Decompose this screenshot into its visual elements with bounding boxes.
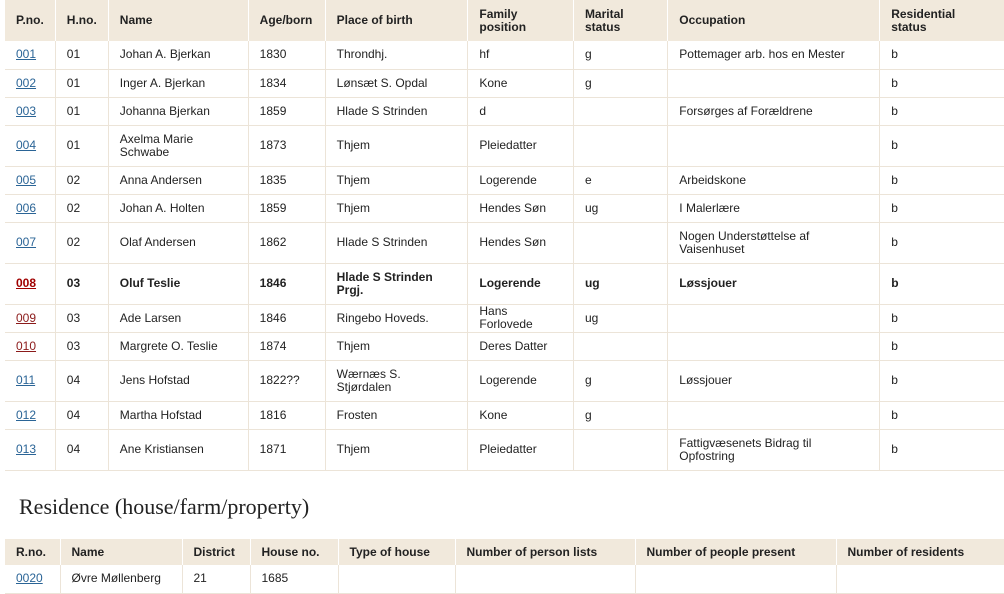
marital-status-cell: e — [573, 166, 667, 194]
occupation-cell — [668, 304, 880, 332]
marital-status-cell: g — [573, 401, 667, 429]
born-cell: 1859 — [248, 97, 325, 125]
residence-table-body — [5, 565, 1004, 593]
born-cell: 1871 — [248, 429, 325, 470]
occupation-cell: Løssjouer — [668, 263, 880, 304]
occupation-cell: Nogen Understøttelse af Vaisenhuset — [668, 222, 880, 263]
people-present-cell — [635, 565, 836, 593]
col-residents-header: Number of residents — [836, 539, 1004, 565]
name-cell: Anna Andersen — [108, 166, 248, 194]
occupation-cell — [668, 69, 880, 97]
place-cell: Thjem — [325, 332, 468, 360]
residential-status-cell: b — [880, 41, 1004, 69]
family-position-cell: Logerende — [468, 166, 574, 194]
name-cell: Inger A. Bjerkan — [108, 69, 248, 97]
born-cell: 1834 — [248, 69, 325, 97]
name-cell: Martha Hofstad — [108, 401, 248, 429]
col-place-header: Place of birth — [325, 0, 468, 41]
family-position-cell: hf — [468, 41, 574, 69]
family-position-cell: Logerende — [468, 360, 574, 401]
name-cell: Ane Kristiansen — [108, 429, 248, 470]
name-cell: Axelma Marie Schwabe — [108, 125, 248, 166]
occupation-cell: Fattigvæsenets Bidrag til Opfostring — [668, 429, 880, 470]
person-row — [5, 222, 1004, 263]
col-person-lists-header: Number of person lists — [455, 539, 635, 565]
residence-link[interactable]: 0020 — [16, 571, 43, 586]
place-cell: Wærnæs S. Stjørdalen — [325, 360, 468, 401]
hno-cell: 02 — [55, 222, 108, 263]
person-link[interactable]: 001 — [16, 47, 37, 62]
person-table-body — [5, 41, 1004, 470]
col-district-header: District — [182, 539, 250, 565]
born-cell: 1835 — [248, 166, 325, 194]
residential-status-cell: b — [880, 263, 1004, 304]
pno-cell — [5, 360, 55, 401]
born-cell: 1846 — [248, 263, 325, 304]
col-hno-header: H.no. — [55, 0, 108, 41]
person-link[interactable]: 009 — [16, 310, 37, 325]
marital-status-cell — [573, 222, 667, 263]
person-row — [5, 360, 1004, 401]
pno-cell — [5, 222, 55, 263]
place-cell: Frosten — [325, 401, 468, 429]
hno-cell: 01 — [55, 97, 108, 125]
col-house-type-header: Type of house — [338, 539, 455, 565]
family-position-cell: Hendes Søn — [468, 222, 574, 263]
occupation-cell: Forsørges af Forældrene — [668, 97, 880, 125]
born-cell: 1816 — [248, 401, 325, 429]
person-table — [5, 0, 1004, 471]
hno-cell: 02 — [55, 166, 108, 194]
person-row — [5, 304, 1004, 332]
born-cell: 1862 — [248, 222, 325, 263]
marital-status-cell: ug — [573, 194, 667, 222]
hno-cell: 03 — [55, 332, 108, 360]
person-link[interactable]: 011 — [16, 373, 36, 387]
hno-cell: 01 — [55, 41, 108, 69]
residential-status-cell: b — [880, 222, 1004, 263]
pno-cell — [5, 429, 55, 470]
person-row — [5, 166, 1004, 194]
pno-cell — [5, 41, 55, 69]
col-occupation-header: Occupation — [668, 0, 880, 41]
col-res-name-header: Name — [60, 539, 182, 565]
name-cell: Johan A. Holten — [108, 194, 248, 222]
person-row — [5, 429, 1004, 470]
born-cell: 1873 — [248, 125, 325, 166]
place-cell: Hlade S Strinden — [325, 97, 468, 125]
occupation-cell: Arbeidskone — [668, 166, 880, 194]
hno-cell: 04 — [55, 429, 108, 470]
occupation-cell: Løssjouer — [668, 360, 880, 401]
name-cell: Johan A. Bjerkan — [108, 41, 248, 69]
name-cell: Olaf Andersen — [108, 222, 248, 263]
place-cell: Thjem — [325, 194, 468, 222]
person-link[interactable]: 010 — [16, 338, 37, 353]
name-cell: Margrete O. Teslie — [108, 332, 248, 360]
pno-cell — [5, 194, 55, 222]
family-position-cell: Pleiedatter — [468, 125, 574, 166]
person-link[interactable]: 003 — [16, 103, 37, 118]
occupation-cell — [668, 401, 880, 429]
residential-status-cell: b — [880, 304, 1004, 332]
person-link[interactable]: 006 — [16, 200, 37, 215]
hno-cell: 04 — [55, 401, 108, 429]
person-row — [5, 332, 1004, 360]
person-row — [5, 41, 1004, 69]
occupation-cell — [668, 332, 880, 360]
residential-status-cell: b — [880, 125, 1004, 166]
pno-cell — [5, 332, 55, 360]
hno-cell: 02 — [55, 194, 108, 222]
family-position-cell: Hendes Søn — [468, 194, 574, 222]
person-link[interactable]: 007 — [16, 235, 37, 249]
col-people-present-header: Number of people present — [635, 539, 836, 565]
residential-status-cell: b — [880, 69, 1004, 97]
col-family-header: Family position — [468, 0, 574, 41]
person-lists-cell — [455, 565, 635, 593]
person-row — [5, 401, 1004, 429]
marital-status-cell — [573, 429, 667, 470]
person-link[interactable]: 004 — [16, 138, 37, 152]
marital-status-cell: g — [573, 69, 667, 97]
residential-status-cell: b — [880, 429, 1004, 470]
place-cell: Hlade S Strinden — [325, 222, 468, 263]
hno-cell: 01 — [55, 125, 108, 166]
name-cell: Ade Larsen — [108, 304, 248, 332]
family-position-cell: d — [468, 97, 574, 125]
person-row — [5, 194, 1004, 222]
name-cell: Johanna Bjerkan — [108, 97, 248, 125]
place-cell: Hlade S Strinden Prgj. — [325, 263, 468, 304]
pno-cell — [5, 69, 55, 97]
hno-cell: 03 — [55, 263, 108, 304]
col-house-no-header: House no. — [250, 539, 338, 565]
person-link[interactable]: 005 — [16, 172, 37, 187]
person-row — [5, 125, 1004, 166]
pno-cell — [5, 263, 55, 304]
place-cell: Throndhj. — [325, 41, 468, 69]
marital-status-cell: ug — [573, 304, 667, 332]
person-table-header — [5, 0, 1004, 41]
hno-cell: 04 — [55, 360, 108, 401]
residents-cell — [836, 565, 1004, 593]
place-cell: Thjem — [325, 429, 468, 470]
family-position-cell: Kone — [468, 69, 574, 97]
hno-cell: 01 — [55, 69, 108, 97]
marital-status-cell: g — [573, 41, 667, 69]
place-cell: Thjem — [325, 125, 468, 166]
residential-status-cell: b — [880, 401, 1004, 429]
col-pno-header: P.no. — [5, 0, 55, 41]
pno-cell — [5, 401, 55, 429]
family-position-cell: Deres Datter — [468, 332, 574, 360]
residence-table-header — [5, 539, 1004, 565]
name-cell: Oluf Teslie — [108, 263, 248, 304]
residence-table — [5, 539, 1004, 594]
person-link[interactable]: 008 — [16, 276, 37, 290]
name-cell: Jens Hofstad — [108, 360, 248, 401]
place-cell: Thjem — [325, 166, 468, 194]
person-link[interactable]: 013 — [16, 442, 37, 456]
residential-status-cell: b — [880, 194, 1004, 222]
occupation-cell: I Malerlære — [668, 194, 880, 222]
pno-cell — [5, 304, 55, 332]
residence-heading: Residence (house/farm/property) — [19, 494, 310, 519]
residential-status-cell: b — [880, 166, 1004, 194]
pno-cell — [5, 97, 55, 125]
born-cell: 1846 — [248, 304, 325, 332]
family-position-cell: Logerende — [468, 263, 574, 304]
marital-status-cell: ug — [573, 263, 667, 304]
marital-status-cell — [573, 125, 667, 166]
pno-cell — [5, 166, 55, 194]
born-cell: 1874 — [248, 332, 325, 360]
person-row — [5, 97, 1004, 125]
place-cell: Lønsæt S. Opdal — [325, 69, 468, 97]
rno-cell — [5, 565, 60, 593]
marital-status-cell — [573, 332, 667, 360]
born-cell: 1830 — [248, 41, 325, 69]
residence-row — [5, 565, 1004, 593]
occupation-cell: Pottemager arb. hos en Mester — [668, 41, 880, 69]
hno-cell: 03 — [55, 304, 108, 332]
pno-cell — [5, 125, 55, 166]
born-cell: 1822?? — [248, 360, 325, 401]
born-cell: 1859 — [248, 194, 325, 222]
col-name-header: Name — [108, 0, 248, 41]
residential-status-cell: b — [880, 97, 1004, 125]
person-row — [5, 69, 1004, 97]
col-residential-header: Residential status — [880, 0, 1004, 41]
house-type-cell — [338, 565, 455, 593]
family-position-cell: Hans Forlovede — [468, 304, 574, 332]
residence-name-cell: Øvre Møllenberg — [60, 565, 182, 593]
house-no-cell: 1685 — [250, 565, 338, 593]
col-marital-header: Marital status — [573, 0, 667, 41]
residential-status-cell: b — [880, 360, 1004, 401]
family-position-cell: Kone — [468, 401, 574, 429]
marital-status-cell — [573, 97, 667, 125]
family-position-cell: Pleiedatter — [468, 429, 574, 470]
residential-status-cell: b — [880, 332, 1004, 360]
district-cell: 21 — [182, 565, 250, 593]
col-born-header: Age/born — [248, 0, 325, 41]
person-link[interactable]: 002 — [16, 75, 37, 90]
marital-status-cell: g — [573, 360, 667, 401]
place-cell: Ringebo Hoveds. — [325, 304, 468, 332]
occupation-cell — [668, 125, 880, 166]
col-rno-header: R.no. — [5, 539, 60, 565]
person-row — [5, 263, 1004, 304]
person-link[interactable]: 012 — [16, 407, 37, 422]
